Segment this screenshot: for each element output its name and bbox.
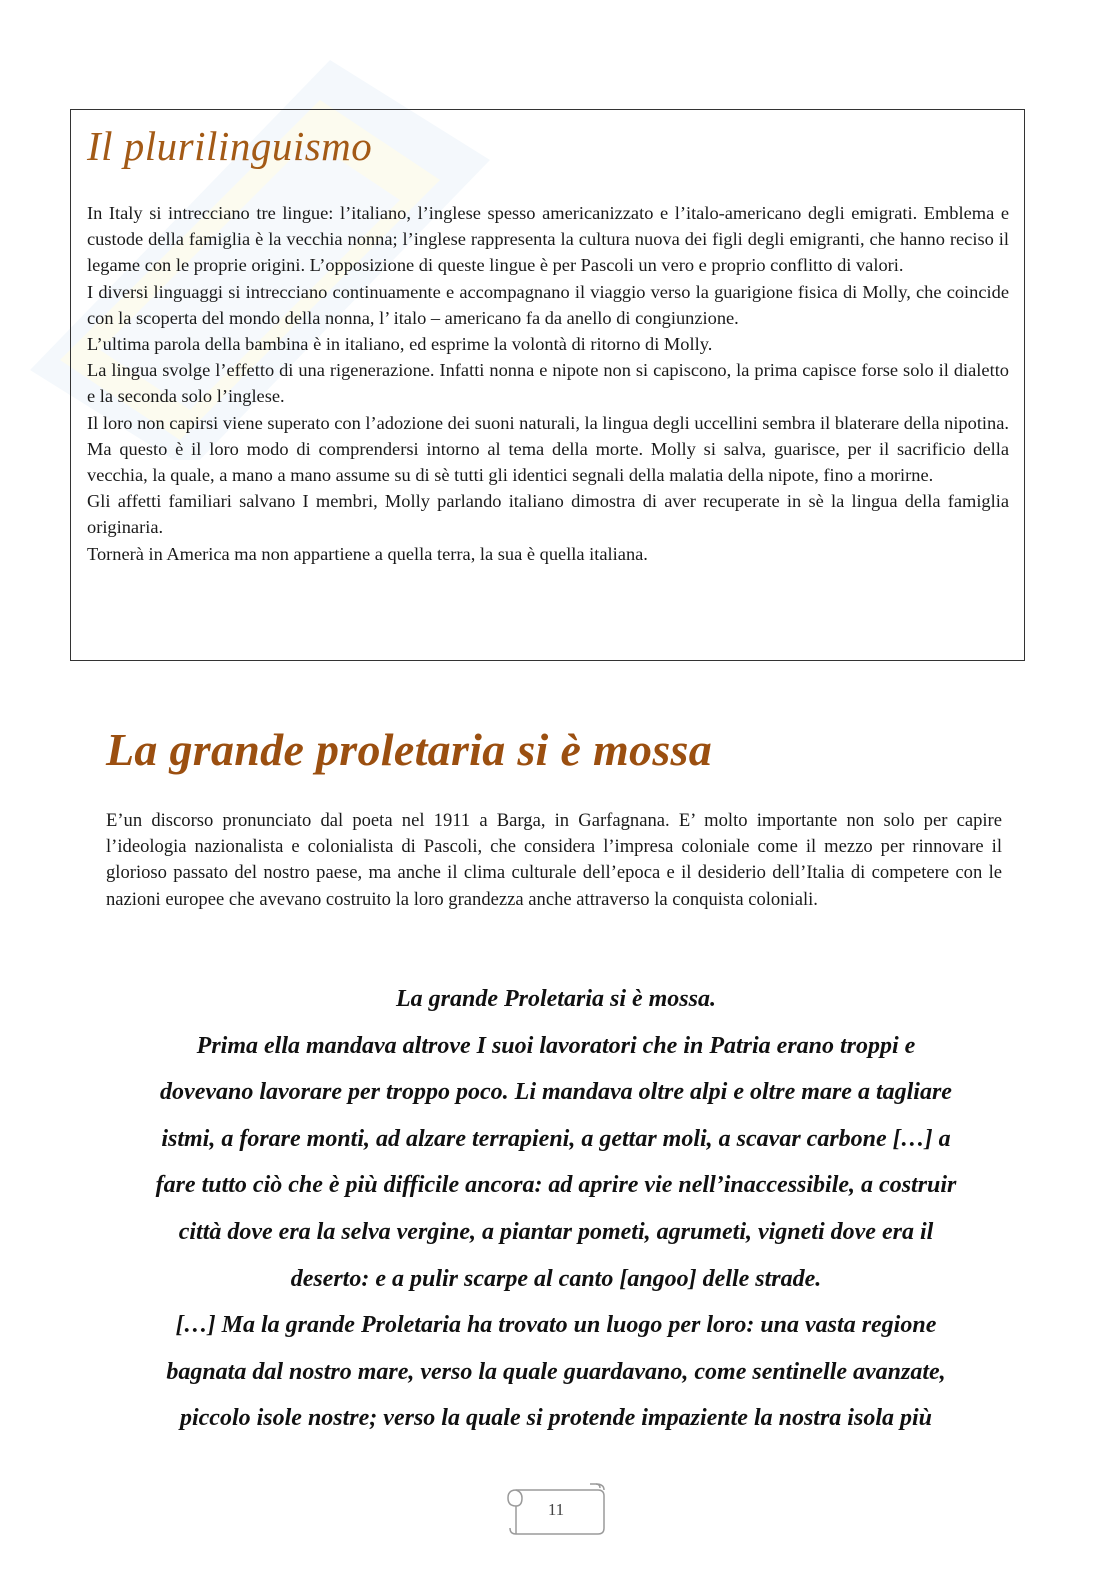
- box-paragraph: Il loro non capirsi viene superato con l’adozione dei suoni naturali, la lingua degli uccellini sembra il blaterare della nipotina. Ma questo è il loro modo di comprendersi intorno al tema della morte. Molly si salva, guarisce, per il sacrificio della vecchia, la quale, a mano a mano assume su di sè tutti gli identici segnali della malatia della nipote, fino a morirne.: [87, 412, 1009, 486]
- section-intro: E’un discorso pronunciato dal poeta nel 1911 a Barga, in Garfagnana. E’ molto importante non solo per capire l’ideologia nazionalista e colonialista di Pascoli, che considera l’impresa coloniale come il mezzo per rinnovare il glorioso passato del nostro paese, ma anche il clima culturale dell’epoca e il desiderio dell’Italia di competere con le nazioni europee che avevano costruito la loro grandezza anche attraverso la conquista coloniali.: [106, 810, 1002, 910]
- page-number: 11: [547, 1500, 565, 1519]
- quote-line: istmi, a forare monti, ad alzare terrapieni, a gettar moli, a scavar carbone […] a: [161, 1125, 951, 1152]
- page-number-badge: [504, 1476, 608, 1538]
- quote-line: città dove era la selva vergine, a piantar pometi, agrumeti, vigneti dove era il: [178, 1218, 934, 1245]
- box-paragraph: L’ultima parola della bambina è in italiano, ed esprime la volontà di ritorno di Molly.: [87, 334, 713, 355]
- box-paragraph: La lingua svolge l’effetto di una rigenerazione. Infatti nonna e nipote non si capiscono, la prima capisce forse solo il dialetto e la seconda solo l’inglese.: [87, 360, 1009, 407]
- section-title: La grande proletaria si è mossa: [106, 724, 713, 775]
- box-paragraph: I diversi linguaggi si intrecciano continuamente e accompagnano il viaggio verso la guarigione fisica di Molly, che coincide con la scoperta del mondo della nonna, l’ italo – americano fa da anello di congiunzione.: [87, 281, 1009, 328]
- quote-line: […] Ma la grande Proletaria ha trovato un luogo per loro: una vasta regione: [175, 1312, 937, 1339]
- quote-line: fare tutto ciò che è più difficile ancora: ad aprire vie nell’inaccessibile, a costruir: [155, 1172, 957, 1199]
- quote-line: deserto: e a pulir scarpe al canto [angoo] delle strade.: [290, 1265, 822, 1292]
- quote-line: Prima ella mandava altrove I suoi lavoratori che in Patria erano troppi e: [196, 1032, 916, 1059]
- box-paragraph: Tornerà in America ma non appartiene a quella terra, la sua è quella italiana.: [87, 543, 648, 564]
- box-title: Il plurilinguismo: [87, 123, 373, 169]
- box-paragraph: Gli affetti familiari salvano I membri, Molly parlando italiano dimostra di aver recuperate in sè la lingua della famiglia originaria.: [87, 491, 1009, 538]
- box-body: [87, 200, 1009, 567]
- quote-line: La grande Proletaria si è mossa.: [395, 986, 716, 1012]
- box-paragraph: In Italy si intrecciano tre lingue: l’italiano, l’inglese spesso americanizzato e l’italo-americano degli emigrati. Emblema e custode della famiglia è la vecchia nonna; l’inglese rappresenta la cultura nuova dei figli degli emigranti, che hanno reciso il legame con le proprie origini. L’opposizione di queste lingue è per Pascoli un vero e proprio conflitto di valori.: [87, 203, 1009, 276]
- plurilinguismo-box: [70, 109, 1025, 661]
- quote-line: bagnata dal nostro mare, verso la quale guardavano, come sentinelle avanzate,: [166, 1358, 946, 1385]
- speech-quote: [100, 976, 1012, 1442]
- quote-line: dovevano lavorare per troppo poco. Li mandava oltre alpi e oltre mare a tagliare: [160, 1079, 952, 1106]
- quote-line: piccolo isole nostre; verso la quale si protende impaziente la nostra isola più: [179, 1405, 932, 1432]
